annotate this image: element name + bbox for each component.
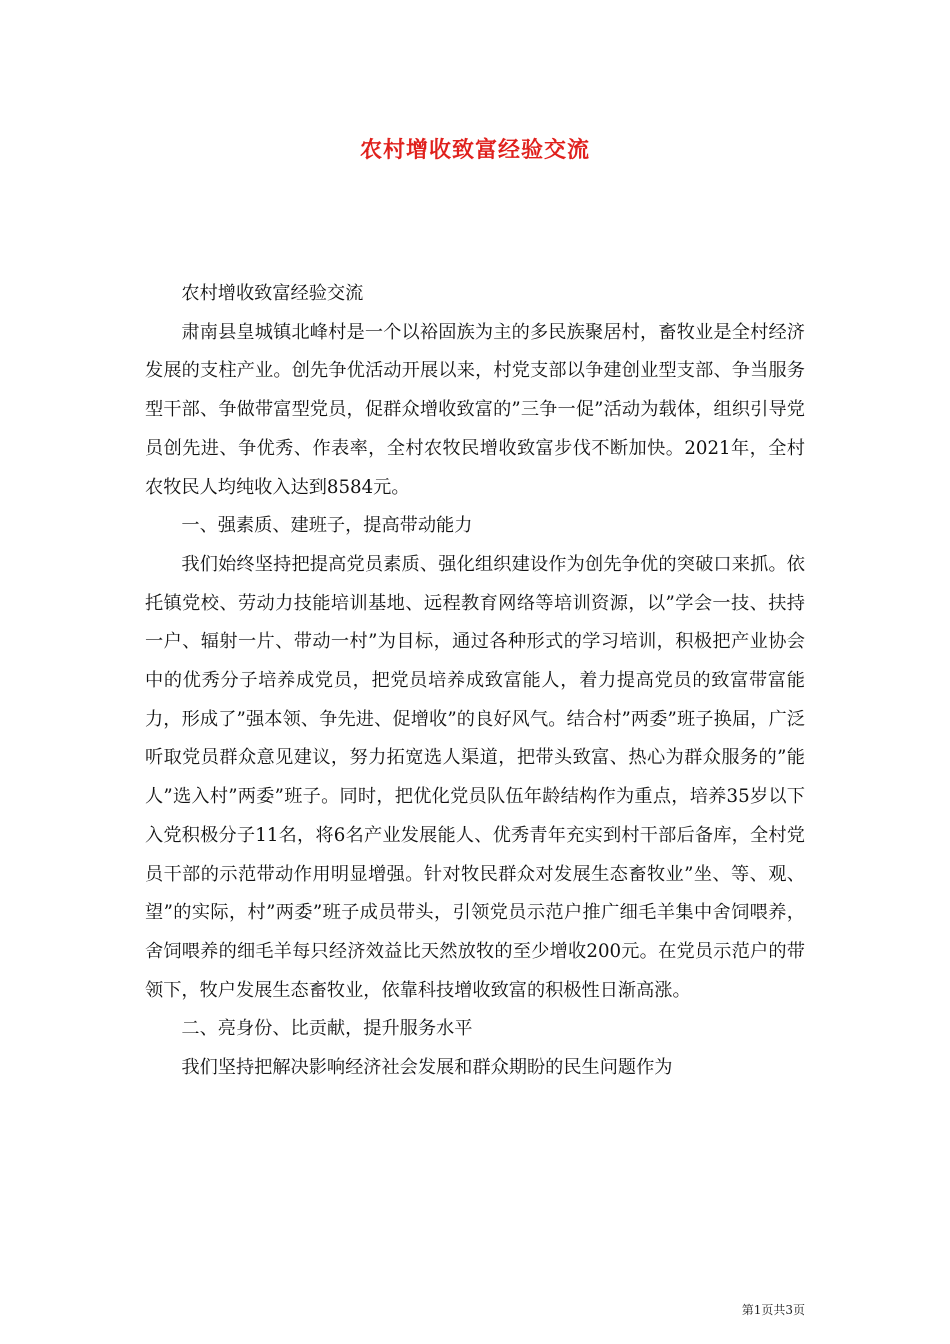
paragraph-intro: 肃南县皇城镇北峰村是一个以裕固族为主的多民族聚居村，畜牧业是全村经济发展的支柱产业。创先争优活动开展以来，村党支部以争建创业型支部、争当服务型干部、争做带富型党员，促群众增收致富的”三争一促”活动为载体，组织引导党员创先进、争优秀、作表率，全村农牧民增收致富步伐不断加快。2021年，全村农牧民人均纯收入达到8584元。	[145, 321, 805, 498]
paragraph-heading: 农村增收致富经验交流	[181, 283, 364, 304]
paragraph-section-1: 我们始终坚持把提高党员素质、强化组织建设作为创先争优的突破口来抓。依托镇党校、劳动力技能培训基地、远程教育网络等培训资源，以”学会一技、扶持一户、辐射一片、带动一村”为目标，通过各种形式的学习培训，积极把产业协会中的优秀分子培养成党员，把党员培养成致富能人，着力提高党员的致富带富能力，形成了”强本领、争先进、促增收”的良好风气。结合村”两委”班子换届，广泛听取党员群众意见建议，努力拓宽选人渠道，把带头致富、热心为群众服务的”能人”选入村”两委”班子。同时，把优化党员队伍年龄结构作为重点，培养35岁以下入党积极分子11名，将6名产业发展能人、优秀青年充实到村干部后备库，全村党员干部的示范带动作用明显增强。针对牧民群众对发展生态畜牧业”坐、等、观、望”的实际，村”两委”班子成员带头，引领党员示范户推广细毛羊集中舍饲喂养，舍饲喂养的细毛羊每只经济效益比天然放牧的至少增收200元。在党员示范户的带领下，牧户发展生态畜牧业，依靠科技增收致富的积极性日渐高涨。	[145, 553, 805, 1001]
page-number: 第1页共3页	[741, 1303, 805, 1317]
paragraph-section-2: 我们坚持把解决影响经济社会发展和群众期盼的民生问题作为	[181, 1057, 673, 1079]
document-body	[145, 275, 805, 1088]
section-heading-2: 二、亮身份、比贡献，提升服务水平	[181, 1018, 473, 1040]
section-heading-1: 一、强素质、建班子，提高带动能力	[181, 515, 473, 537]
document-title: 农村增收致富经验交流	[359, 137, 590, 163]
